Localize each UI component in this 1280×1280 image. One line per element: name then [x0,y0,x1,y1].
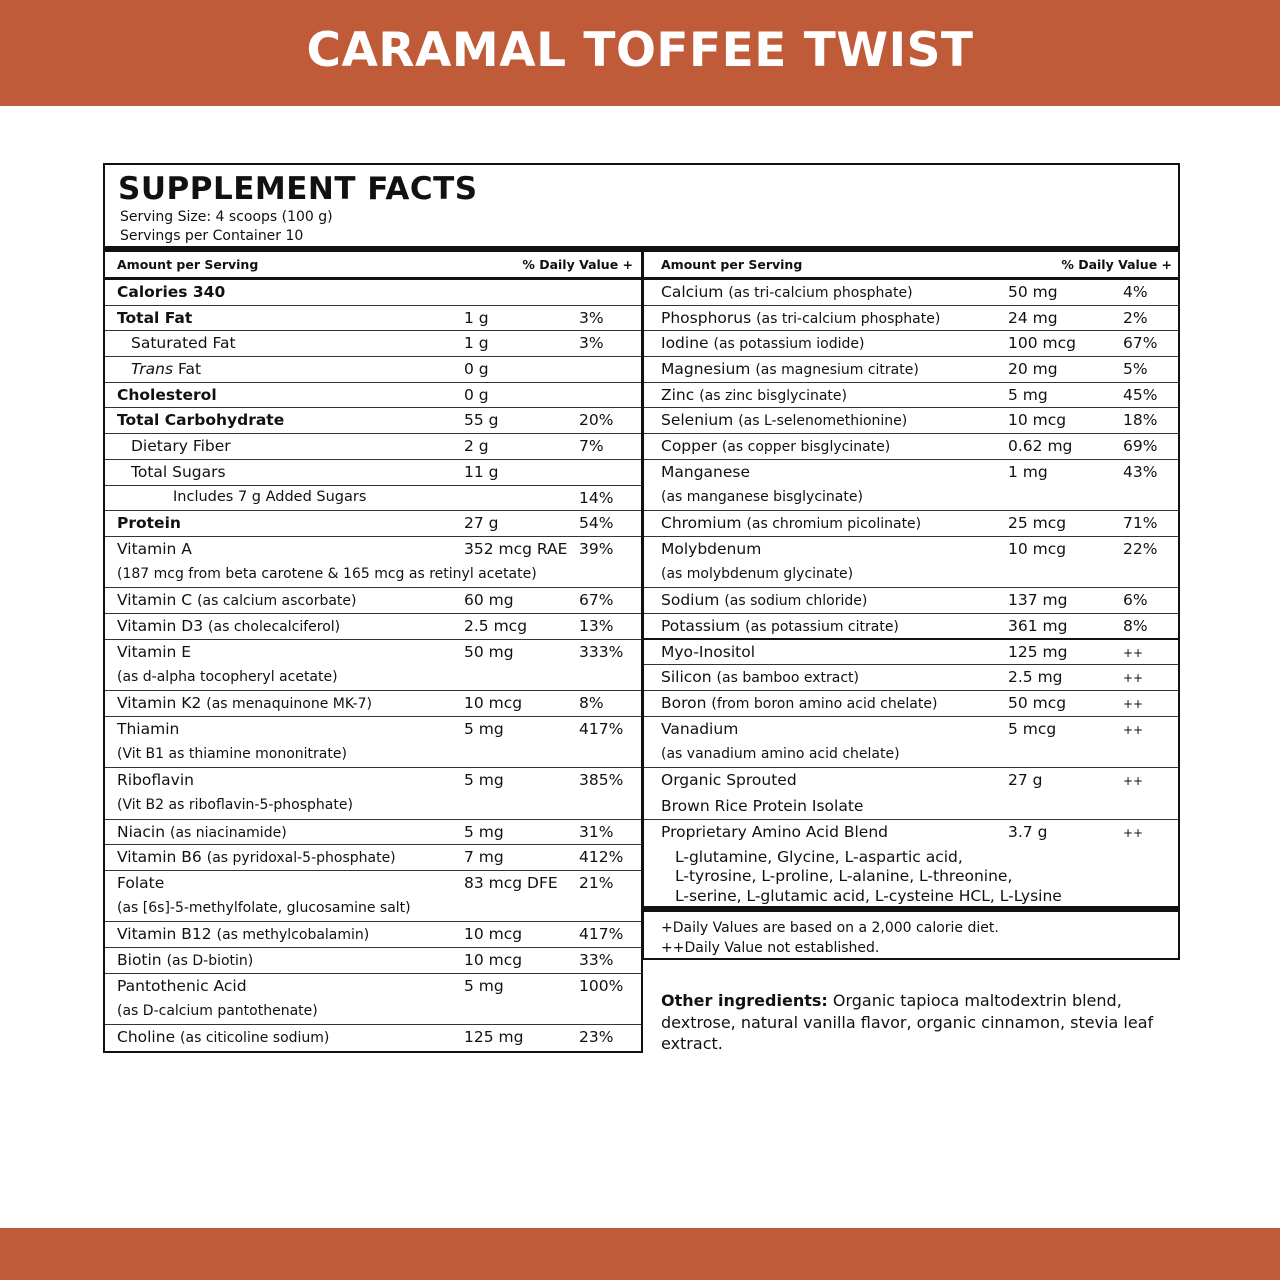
source-text: (as sodium chloride) [724,593,868,610]
nutrient-name: Protein [117,514,181,533]
name-text: Choline [117,1028,176,1047]
footnote-not-established: ++Daily Value not established. [661,939,880,956]
source-text: (as calcium ascorbate) [197,593,357,610]
source-text: (as potassium iodide) [713,336,865,353]
dv-header: % Daily Value + [1061,257,1172,272]
nutrient-name: Total Fat [117,308,193,327]
nutrient-amount: 5 mcg [1008,719,1057,738]
nutrient-amount: 2.5 mcg [464,616,528,635]
source-text: (as D-biotin) [166,952,254,969]
nutrient-name: Calories 340 [117,283,226,301]
name-text: Magnesium [661,360,751,379]
nutrient-dv: 8% [579,694,604,713]
left-facts-column [103,252,643,1053]
serving-size: Serving Size: 4 scoops (100 g) [120,209,333,225]
nutrient-name [117,925,369,943]
nutrient-source: (as molybdenum glycinate) [661,565,854,582]
nutrient-amount: 10 mcg [464,925,523,944]
nutrient-name [661,386,847,404]
nutrient-name [661,668,859,686]
nutrient-amount: 11 g [464,462,499,481]
dv-header: % Daily Value + [522,257,633,272]
nutrient-amount: 50 mg [464,642,514,661]
name-text: Sodium [661,591,720,610]
table-row-dietary-fiber [105,434,641,460]
facts-title: SUPPLEMENT FACTS [118,171,478,207]
table-row-vitamin-k2 [105,691,641,717]
table-row-total-carbohydrate [105,408,641,434]
nutrient-name: Cholesterol [117,385,217,404]
nutrient-name: Dietary Fiber [131,437,231,456]
supplement-facts-header [103,163,1180,253]
nutrient-name [117,617,340,635]
product-title: CARAMAL TOFFEE TWIST [306,22,974,78]
source-text: (as potassium citrate) [745,618,899,635]
nutrient-dv: 45% [1123,385,1158,404]
source-text: (as pyridoxal-5-phosphate) [206,850,396,867]
nutrient-dv: 2% [1123,308,1148,327]
nutrient-dv: 33% [579,950,614,969]
nutrient-name [117,591,356,609]
table-row-trans-fat [105,357,641,383]
name-text: Vitamin B6 [117,848,202,867]
nutrient-dv: 13% [579,616,614,635]
nutrient-amount: 0 g [464,385,489,404]
nutrient-source: (Vit B2 as riboflavin-5-phosphate) [117,797,353,814]
nutrient-source: Brown Rice Protein Isolate [661,797,864,816]
name-text: Zinc [661,385,695,404]
nutrient-name: Folate [117,873,165,892]
table-row-chromium [644,511,1178,537]
nutrient-dv: 6% [1123,591,1148,610]
table-row-myo-inositol [644,640,1178,666]
name-text: Selenium [661,411,734,430]
table-row-vanadium [644,717,1178,768]
nutrient-amount: 0 g [464,360,489,379]
nutrient-name [117,951,253,969]
source-text: (as bamboo extract) [716,670,860,687]
nutrient-name [661,437,890,455]
source-text: (as tri-calcium phosphate) [728,285,913,301]
nutrient-dv: 20% [579,411,614,430]
nutrient-dv: 69% [1123,437,1158,456]
name-text: Vitamin K2 [117,694,202,713]
nutrient-dv: 417% [579,925,624,944]
table-row-vitamin-e [105,640,641,691]
nutrient-dv: 7% [579,437,604,456]
blend-line: L-serine, L-glutamic acid, L-cysteine HCL, L-Lysine [675,886,1062,905]
table-row-brown-rice-protein [644,768,1178,819]
table-row-sodium [644,588,1178,614]
nutrient-amount: 55 g [464,411,499,430]
table-row-boron [644,691,1178,717]
table-row-potassium [644,614,1178,640]
name-text: Calcium [661,283,724,301]
nutrient-amount: 2 g [464,437,489,456]
nutrient-name [117,1028,329,1046]
name-text: Iodine [661,334,709,353]
table-row-saturated-fat [105,331,641,357]
nutrient-amount: 1 g [464,334,489,353]
right-column-header [644,252,1178,280]
nutrient-name [117,848,396,866]
other-ingredients-text: Organic tapioca maltodextrin blend, dextrose, natural vanilla flavor, organic cinnamon, stevia leaf extract. [661,991,1154,1053]
nutrient-amount: 0.62 mg [1008,437,1073,456]
nutrient-amount: 50 mcg [1008,694,1067,713]
nutrient-amount: 125 mg [1008,642,1068,661]
nutrient-dv: 23% [579,1028,614,1047]
table-row-vitamin-b6 [105,845,641,871]
nutrient-dv: 43% [1123,462,1158,481]
nutrient-name: Molybdenum [661,539,762,558]
nutrient-dv: 333% [579,642,624,661]
name-text: Niacin [117,822,166,841]
nutrient-amount: 352 mcg RAE [464,539,568,558]
table-row-vitamin-a [105,537,641,588]
amount-header: Amount per Serving [117,257,259,272]
table-row-folate [105,871,641,922]
amount-header: Amount per Serving [661,257,803,272]
nutrient-name [661,591,867,609]
table-row-phosphorus [644,306,1178,332]
source-text: (as menaquinone MK-7) [206,696,372,713]
nutrient-dv: ++ [1123,645,1144,660]
nutrient-amount: 2.5 mg [1008,668,1063,687]
nutrient-dv: ++ [1123,697,1144,712]
source-text: (as methylcobalamin) [216,927,370,944]
nutrient-source: (as [6s]-5-methylfolate, glucosamine salt) [117,899,411,916]
nutrient-name [117,694,372,712]
nutrient-amount: 10 mcg [464,950,523,969]
table-row-iodine [644,331,1178,357]
nutrient-dv: 71% [1123,514,1158,533]
nutrient-dv: 3% [579,334,604,353]
nutrient-dv: 67% [1123,334,1158,353]
table-row-riboflavin [105,768,641,819]
nutrient-amount: 25 mcg [1008,514,1067,533]
table-row-calories [105,280,641,306]
source-text: (as citicoline sodium) [180,1030,330,1047]
nutrient-amount: 5 mg [464,719,504,738]
nutrient-source: (as d-alpha tocopheryl acetate) [117,668,338,685]
nutrient-source: (Vit B1 as thiamine mononitrate) [117,745,347,762]
nutrient-amount: 5 mg [464,771,504,790]
nutrient-amount: 60 mg [464,591,514,610]
table-row-total-sugars [105,460,641,486]
nutrient-name: Total Sugars [131,462,226,481]
nutrient-name: Organic Sprouted [661,771,797,790]
nutrient-dv: 385% [579,771,624,790]
servings-per-container: Servings per Container 10 [120,228,304,244]
nutrient-dv: 39% [579,539,614,558]
nutrient-name [661,694,937,712]
right-facts-column [642,252,1180,960]
nutrient-name [661,334,864,352]
name-text: Silicon [661,668,712,687]
source-text: (as chromium picolinate) [746,516,922,533]
left-column-header [105,252,641,280]
nutrient-dv: 31% [579,822,614,841]
table-row-vitamin-d3 [105,614,641,640]
nutrient-amount: 5 mg [464,822,504,841]
nutrient-name [661,617,899,635]
nutrient-dv: 412% [579,848,624,867]
nutrient-dv: 14% [579,488,614,507]
footnote-dv: +Daily Values are based on a 2,000 calorie diet. [661,919,999,936]
name-text: Copper [661,437,717,456]
nutrient-name: Manganese [661,462,751,481]
nutrient-amount: 20 mg [1008,360,1058,379]
nutrient-amount: 7 mg [464,848,504,867]
table-row-protein [105,511,641,537]
nutrient-source: (as manganese bisglycinate) [661,488,863,505]
source-text: (from boron amino acid chelate) [711,696,938,713]
source-text: (as zinc bisglycinate) [699,387,847,404]
table-row-magnesium [644,357,1178,383]
name-text: Chromium [661,514,742,533]
nutrient-dv: ++ [1123,671,1144,686]
source-text: (as tri-calcium phosphate) [756,310,941,327]
top-banner [0,0,1280,106]
nutrient-amount: 361 mg [1008,616,1068,635]
nutrient-source: (187 mcg from beta carotene & 165 mcg as retinyl acetate) [117,565,537,582]
name-text: Potassium [661,616,741,635]
fat-text: Fat [173,360,202,379]
table-row-molybdenum [644,537,1178,588]
nutrient-dv: 21% [579,873,614,892]
nutrient-amount: 100 mcg [1008,334,1076,353]
nutrient-name: Total Carbohydrate [117,411,285,430]
nutrient-dv: ++ [1123,774,1144,789]
table-row-silicon [644,665,1178,691]
source-text: (as L-selenomethionine) [738,413,908,430]
nutrient-amount: 10 mcg [464,694,523,713]
table-row-manganese [644,460,1178,511]
table-row-vitamin-b12 [105,922,641,948]
nutrient-amount: 83 mcg DFE [464,873,558,892]
nutrient-amount: 10 mcg [1008,539,1067,558]
name-text: Vitamin C [117,591,193,610]
nutrient-dv: ++ [1123,722,1144,737]
nutrient-name: Vanadium [661,719,739,738]
nutrient-amount: 5 mg [464,976,504,995]
nutrient-amount: 125 mg [464,1028,524,1047]
table-row-biotin [105,948,641,974]
trans-italic: Trans [131,360,174,379]
nutrient-amount: 50 mg [1008,283,1058,301]
source-text: (as cholecalciferol) [208,618,341,635]
nutrient-name: Pantothenic Acid [117,976,247,995]
nutrient-name: Saturated Fat [131,334,236,353]
proprietary-blend [644,820,1178,906]
nutrient-name: Thiamin [117,719,180,738]
blend-dv: ++ [1123,825,1144,840]
nutrient-dv: 3% [579,308,604,327]
blend-amount: 3.7 g [1008,822,1048,841]
blend-name: Proprietary Amino Acid Blend [661,822,888,841]
nutrient-source: (as D-calcium pantothenate) [117,1002,318,1019]
nutrient-amount: 24 mg [1008,308,1058,327]
blend-line: L-tyrosine, L-proline, L-alanine, L-threonine, [675,867,1013,885]
nutrient-dv: 8% [1123,616,1148,635]
nutrient-amount: 1 g [464,308,489,327]
name-text: Vitamin B12 [117,925,212,944]
table-row-pantothenic-acid [105,974,641,1025]
nutrient-amount: 10 mcg [1008,411,1067,430]
nutrient-dv: 5% [1123,360,1148,379]
nutrient-dv: 54% [579,514,614,533]
name-text: Phosphorus [661,308,752,327]
table-row-vitamin-c [105,588,641,614]
nutrient-amount: 27 g [1008,771,1043,790]
nutrient-dv: 22% [1123,539,1158,558]
nutrient-name [661,411,907,429]
nutrient-name [661,360,919,378]
nutrient-dv: 417% [579,719,624,738]
table-row-total-fat [105,306,641,332]
nutrient-amount: 27 g [464,514,499,533]
nutrient-amount: 1 mg [1008,462,1048,481]
source-text: (as niacinamide) [170,824,287,841]
nutrient-name: Riboflavin [117,771,194,790]
table-row-thiamin [105,717,641,768]
nutrient-source: (as vanadium amino acid chelate) [661,745,900,762]
nutrient-name: Vitamin A [117,539,192,558]
table-row-cholesterol [105,383,641,409]
name-text: Vitamin D3 [117,616,204,635]
name-text: Boron [661,694,707,713]
footnotes [644,912,1178,960]
serving-info [120,208,333,246]
table-row-niacin [105,820,641,846]
name-text: Biotin [117,950,162,969]
nutrient-amount: 5 mg [1008,385,1048,404]
table-row-added-sugars [105,486,641,512]
nutrient-dv: 4% [1123,283,1148,301]
nutrient-dv: 18% [1123,411,1158,430]
blend-ingredients [675,848,1062,907]
table-row-calcium [644,280,1178,306]
nutrient-dv: 67% [579,591,614,610]
nutrient-name: Myo-Inositol [661,642,756,661]
nutrient-name [131,360,201,378]
nutrient-name [117,823,287,841]
nutrient-name: Vitamin E [117,642,192,661]
table-row-selenium [644,408,1178,434]
table-row-choline [105,1025,641,1051]
source-text: (as magnesium citrate) [755,362,919,379]
blend-line: L-glutamine, Glycine, L-aspartic acid, [675,847,963,866]
table-row-zinc [644,383,1178,409]
nutrient-name: Includes 7 g Added Sugars [173,488,367,505]
other-ingredients-label: Other ingredients: [661,991,828,1010]
nutrient-name [661,514,921,532]
other-ingredients [661,990,1171,1055]
nutrient-amount: 137 mg [1008,591,1068,610]
source-text: (as copper bisglycinate) [721,439,891,456]
nutrient-name [661,309,940,327]
bottom-banner [0,1228,1280,1280]
nutrient-dv: 100% [579,976,624,995]
nutrient-name [661,283,913,301]
table-row-copper [644,434,1178,460]
